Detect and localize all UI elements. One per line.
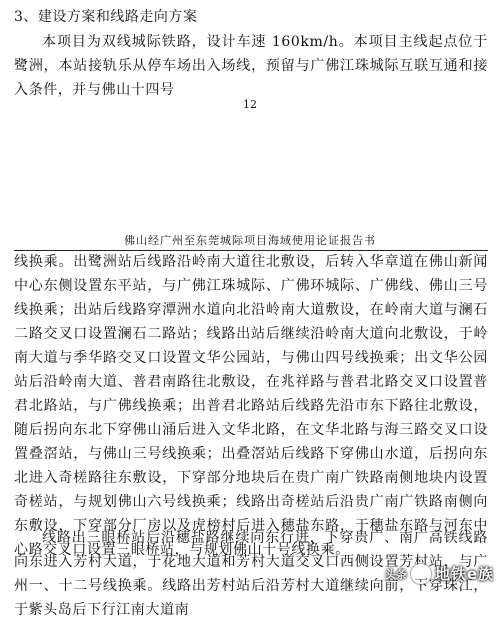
body-paragraph-route: 线换乘。出鹭洲站后线路沿岭南大道往北敷设，后转入华章道在佛山新闻中心东侧设置东平站，与广佛江珠城际、广佛环城际、广佛线、佛山三号线换乘；出站后线路穿潭洲水道向北沿岭南大道敷设，在岭南大道与澜石二路交叉口设置澜石二路站；线路出站后继续沿岭南大道向北敷设，于岭南大道与季华路交叉口设置文华公园站，与佛山四号线换乘；出文华公园站后沿岭南大道、普君南路往北敷设，在兆祥路与普君北路交叉口设置普君北路站，与广佛线换乘；出普君北路站后线路先沿市东下路往北敷设，随后拐向东北下穿佛山涌后进入文华北路，在文华北路与海三路交叉口设置叠滘站，与佛山三号线换乘；出叠滘站后线路下穿佛山水道，后拐向东北进入奇槎路往东敷设，下穿部分地块后在贵广南广铁路南侧地块内设置奇槎站，与规划佛山六号线换乘；线路出奇槎站后沿贵广南广铁路南侧向东敷设，下穿部分厂房以及虎榜村后进入穗盐东路，于穗盐东路与河东中心路交叉口设置三眼桥站，与规划佛山十号线换乘。 <box>14 254 488 558</box>
document-page-top <box>0 0 500 168</box>
section-heading: 3、建设方案和线路走向方案 <box>14 9 198 25</box>
body-paragraph-continuation: 线路出三眼桥站后沿穗盐路继续向东行进，下穿贵广、南广高铁线路向东进入芳村大道，于花地大道和芳村大道交叉口西侧设置芳村站，与广州一、十二号线换乘。线路出芳村站后沿芳村大道继续向前，下穿珠江，于紫头岛后下行江南大道南 <box>14 530 488 618</box>
section-paragraph: 本项目为双线城际铁路，设计车速 160km/h。本项目主线起点位于鹭洲，本站接轨乐从停车场出入场线，预留与广佛江珠城际互联互通和接入条件，并与佛山十四号 <box>14 34 488 98</box>
watermark-site: 头条 <box>384 567 407 581</box>
page-gap <box>0 168 500 204</box>
watermark <box>385 563 494 584</box>
watermark-logo-icon <box>411 564 431 584</box>
page-number: 12 <box>243 98 257 111</box>
document-page-bottom <box>0 204 500 618</box>
watermark-brand: 地铁e族 <box>434 565 494 583</box>
running-header: 佛山经广州至东莞城际项目海域使用论证报告书 <box>124 234 376 247</box>
